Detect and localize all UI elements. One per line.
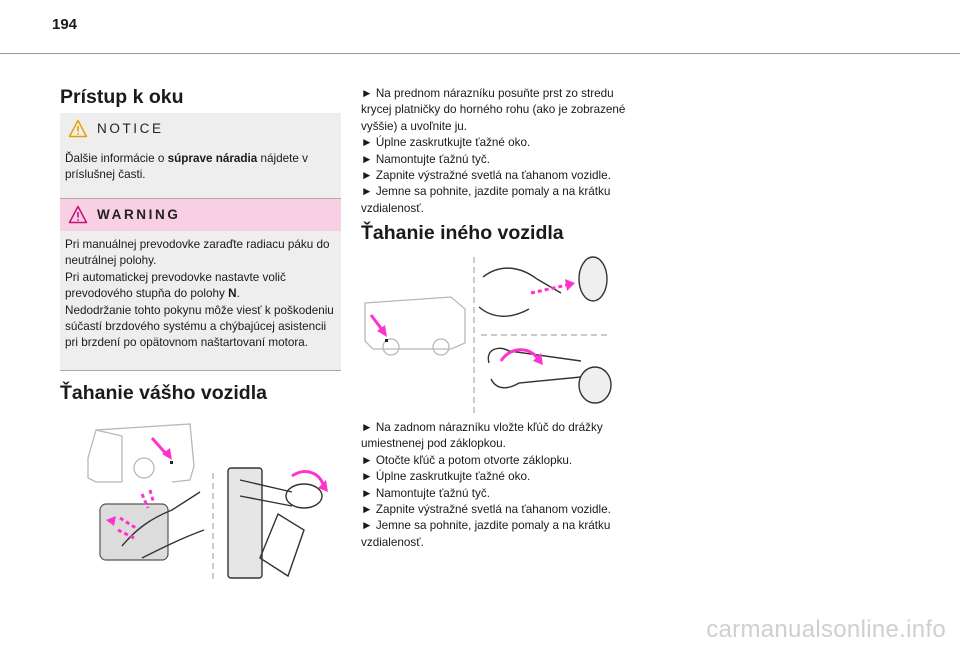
section-heading-tow-your-vehicle: Ťahanie vášho vozidla <box>60 382 267 404</box>
rear-step-3: ► Úplne zaskrutkujte ťažné oko. <box>361 470 531 484</box>
rear-tow-eye-illustration <box>361 253 619 418</box>
notice-text: Ďalšie informácie o súprave náradia nájdete v príslušnej časti. <box>65 152 308 182</box>
front-tow-eye-illustration <box>82 418 340 584</box>
warning-triangle-icon <box>68 119 88 138</box>
warning-label: WARNING <box>97 207 181 222</box>
rear-step-6: ► Jemne sa pohnite, jazdite pomaly a na krátku vzdialenosť. <box>361 519 611 549</box>
page-number: 194 <box>52 16 78 33</box>
section-heading-tow-other-vehicle: Ťahanie iného vozidla <box>361 222 564 244</box>
front-step-4: ► Zapnite výstražné svetlá na ťahanom vozidle. <box>361 169 611 183</box>
warning-header <box>60 199 341 231</box>
top-rule <box>0 53 960 54</box>
rear-instructions <box>361 420 631 551</box>
section-heading-eye-access: Prístup k oku <box>60 86 184 108</box>
rear-step-4: ► Namontujte ťažnú tyč. <box>361 486 490 500</box>
rear-step-5: ► Zapnite výstražné svetlá na ťahanom vozidle. <box>361 503 611 517</box>
notice-bold-term: súprave náradia <box>167 152 258 165</box>
notice-box <box>60 113 341 199</box>
rear-step-1: ► Na zadnom nárazníku vložte kľúč do drážky umiestnenej pod záklopkou. <box>361 421 603 451</box>
rear-step-2: ► Otočte kľúč a potom otvorte záklopku. <box>361 453 573 467</box>
notice-label: NOTICE <box>97 121 164 136</box>
front-step-2: ► Úplne zaskrutkujte ťažné oko. <box>361 136 531 150</box>
warning-text: Pri manuálnej prevodovke zaraďte radiacu páku do neutrálnej polohy. Pri automatickej prevodovke nastavte volič prevodového stupňa do polohy N. Nedodržanie tohto pokynu môže viesť k poškodeniu súčastí brzdového systému a chýbajúcej asistencii pri brzdení po opätovnom naštartovaní motora. <box>65 238 334 350</box>
front-step-5: ► Jemne sa pohnite, jazdite pomaly a na krátku vzdialenosť. <box>361 185 611 215</box>
notice-header <box>60 113 341 145</box>
front-step-3: ► Namontujte ťažnú tyč. <box>361 152 490 166</box>
watermark: carmanualsonline.info <box>706 616 946 643</box>
front-instructions <box>361 86 631 217</box>
front-step-1: ► Na prednom nárazníku posuňte prst zo stredu krycej platničky do horného rohu (ako je zobrazené vyššie) a uvoľnite ju. <box>361 87 626 133</box>
warning-triangle-icon <box>68 205 88 224</box>
warning-box <box>60 199 341 371</box>
